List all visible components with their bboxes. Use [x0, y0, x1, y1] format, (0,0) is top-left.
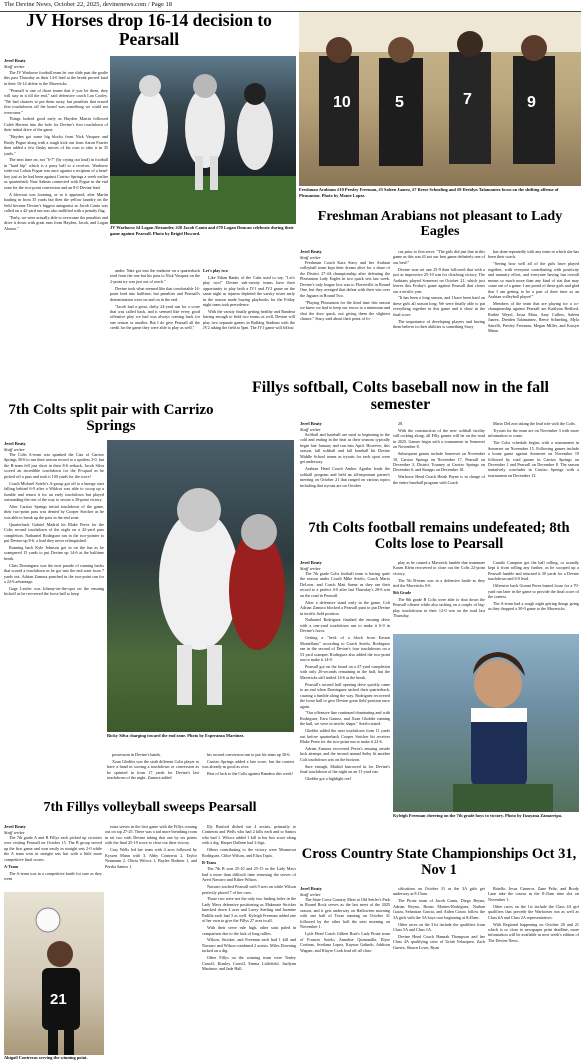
- paragraph: Devine took what seemed like that comfortable 14-point lead into halftime, but penalties and Pearsall's determination wore on and on in the end.: [110, 285, 200, 302]
- paragraph: The Pirate team of Jacob Cantu, Diego Reyna, Adrian Reyna, Bruno Montes-Rodriguez, Nathan Garza, Sebastian Garcia, and Aiden Castro follow the 3A girls with the 3A boys race beginning at 8:45am.: [393, 898, 485, 920]
- paragraph: Offensive back Gionni Perez busted loose for a 70-yard run later in the game to provide the final score of the contest.: [488, 583, 579, 600]
- colts7-headline: 7th Colts split pair with Carrizo Springs: [8, 402, 214, 435]
- paragraph: With the construction of the new softball facility still rocking along, all Filly games will be on the road in 2025. Games begin with a tournament in Somerset on November 8.: [393, 427, 485, 450]
- paragraph: Mario DeLeon taking the lead role with the Colts.: [493, 421, 576, 426]
- paragraph: extra serves in the first game with the Fillys coming out on top 27-25. There was a tad more breathing room in set two with Devine taking that one by six points with the final 25-19 score to close out their victory.: [105, 824, 197, 846]
- paragraph: Like Ethan Banks of the Cubs used to say, "Let's play two!" Devine sub-varsity teams have their opportunity to play both a JV1 and JV2 game on the same night as injuries depleted the varsity roster early in the season made buying playbooks for the Friday night team took precedence.: [203, 274, 295, 308]
- paragraph: "Early, we were actually able to overcome the penalties and drive it down with great runs from Hayden, Jacob, and Logan Alonzo.": [4, 214, 108, 231]
- fresh-col-1: [300, 260, 390, 376]
- paragraph: "Hayden got some big blocks from Nick Vasquez and Brody Pogue along with a tough kick out from Aaron Frazier then added a few flashy moves of his own to take it in 35 yards.": [4, 134, 108, 156]
- xc-col-1: [300, 897, 390, 1062]
- paragraph: Other races on the 1st include the Class 4A girl qualifiers that precede the Warhorses run as well as Class 6A and Class 2A representatives.: [488, 903, 579, 920]
- xc-col-3: [488, 886, 579, 1062]
- paragraph: Freshman Coach Kara Stacy and her Arabian volleyball team kept their dream alive for a share of the District 27-4A championship after defeating the Pleasanton Lady Eagles in two quick sets last week. Devine's only league loss was to Floresville in Round One, but they avenged that defeat with their win over the Jaguars in Round Two.: [300, 260, 390, 298]
- paragraph: Camilo Campion got the ball rolling, or actually kept it from rolling any further, as he scooped up a Pearsall fumble and returned it 30 yards for a Devine touchdown and 6-0 lead.: [488, 560, 579, 582]
- vball-col-2: [105, 824, 197, 1054]
- paragraph: Wilson, Stricker, and Freeman each had 1 kill and Navarro and Wilson combined 2 assists. Miles Downing tacked on a dig.: [202, 937, 296, 954]
- volleyball-caption: Freshman Arabians #10 Presley Freeman, #5 Saleen Juarez, #7 Reese Schneling and #9 Dreidyn Talamantez focus on the shifting offense of Pleasanton. Photo by Monte Lopez.: [299, 187, 559, 198]
- paragraph: under. Nate got into the endzone on a quarterback read from the one but his pass to Nick Vasquez on the 2-point try was just out of reach.": [110, 268, 200, 284]
- vball-caption: Abigail Contreras serving the winning point.: [4, 1055, 88, 1060]
- paragraph: "Jacob had a great, shifty 24-yard run for a score that was called back, and it seemed like every good offensive play we had was always coming back for one reason or another. But I do give Pearsall all the credit for the game they were able to play as well.": [110, 303, 200, 331]
- byline-name: Jerel Beaty: [300, 560, 322, 565]
- paragraph: With the varsity finally getting healthy and Bandera having enough to field two teams as well, Devine will play two separate games in Bulldog Stadium with the JV2 taking the field at 5pm. The JV1 game will follow.: [203, 308, 295, 331]
- paragraph: Best of luck to the Colts against Bandera this week!: [207, 771, 293, 777]
- colts7-byline: [4, 441, 74, 452]
- paragraph: play as he caused a Maverick fumble that teammate Kasen Klein recovered to close out the Colts 22-point victory.: [393, 560, 485, 576]
- paragraph: Getting a "heck of a block from Easton Montellano" according to Coach Sotelo, Rodriguez ran in the second of Devine's four touchdowns on a 53 yard scamper. Rodriguez also added the two-point run to make it 14-0.: [300, 635, 390, 663]
- paragraph: Gloddie got a highlight reel: [305, 775, 351, 781]
- paragraph: The A-team had a rough night getting things going as they dropped a 30-0 game to the Mavericks.: [488, 600, 579, 612]
- paragraph: "Our offensive line continued dominating and with Rodriguez, Ezra Gamez, and Xzan Gloddie running the ball, we were in terrific shape," Sotelo stated.: [300, 710, 390, 727]
- fillys-col-3: [488, 421, 579, 517]
- xc-col-2: [393, 886, 485, 1062]
- subhead: 8th Grade: [393, 590, 412, 596]
- paragraph: Sure enough, Madrid burrowed in for Devine's final touchdown of the night on an 11-yard run.: [300, 763, 390, 775]
- paragraph: Devine Head Coach Hannah Thompson and her Class 4A qualifying crew of Uriah Velazquez, Zach Guerra, Shawn Lowe, Ryan: [393, 933, 485, 950]
- paragraph: Other races on the 31st include the qualifiers from Class 5A and Class 1A.: [393, 921, 485, 932]
- fillys-byline: [300, 421, 370, 432]
- fresh-byline: [300, 249, 370, 260]
- paragraph: The importance of developing players and having them believe in their abilities is something Stacy: [393, 318, 485, 330]
- byline-title: Staff writer: [300, 254, 321, 260]
- fillys-col-2: [393, 421, 485, 517]
- paragraph: Adrian Zamora recovered Perez's ensuing onside kick attempt, and the second annual Sethy lit another Colt touchdown was on the horizon.: [300, 745, 390, 762]
- colts-fb-byline: [300, 560, 370, 571]
- byline-name: Jerel Beaty: [4, 58, 26, 63]
- paragraph: The Colts A-team was spanked the Cats of Carrizo Springs 30-6 to run their season record to a spotless 3-0, but the B-team fell just short in their 8-6 setback. Jacob Silva scored an incredible touchdown for the B-squad as he picked off a pass and took it 100 yards for the score!: [4, 452, 104, 479]
- paragraph: The 7th grade A and B Fillys each picked up victories over visiting Pearsall on October 15. The B group served up the first game and won easily in straight sets 2-0 while the A team won in straight sets but with a little more competitive final scores.: [4, 835, 102, 862]
- byline-title: Staff writer: [4, 63, 25, 69]
- cheer-photo: [393, 634, 579, 812]
- paragraph: "Pearsall is one of those teams that if you let them, they will stay in it till the end," said defensive coach Lon Cooley. "We had chances to put them away, but penalties that erased first touchdowns off the board was something we could not overcome.": [4, 87, 108, 115]
- paragraph: The State Cross Country Meet at Old Settler's Park in Round Rock serves as the last meet of the 2025 season, and it gets underway on Halloween morning with one half of Texas running on October 31 followed by the other half the next morning on November 1.: [300, 897, 390, 930]
- colts-fb-headline: 7th Colts football remains undefeated; 8th Colts lose to Pearsall: [308, 520, 570, 552]
- paragraph: Coach Michael Sotelo's A-group got off to a bumpy start falling behind 6-0 after a Wildcat was able to scoop up a fumble and return it for an early touchdown but played outstanding the rest of the way to secure a 30-point victory.: [4, 480, 104, 503]
- colts7-col-2: [107, 752, 199, 796]
- byline-title: Staff writer: [300, 426, 321, 432]
- svg-text:5: 5: [395, 94, 404, 111]
- vball-byline: [4, 824, 74, 835]
- paragraph: The JV Warhorse football team let one slide past the goalie this past Thursday as their 14-0 lead at the break proved fatal in their 16-14 defeat to the Mavericks.: [4, 70, 108, 86]
- paragraph: After Carrizo Springs initial touchdown of the game, their two-point pass was denied by Cooper Stricker as he was able to break up the pass in the end zone.: [4, 503, 104, 520]
- paragraph: Devine won set one 25-9 then followed that with a just as impressive 25-10 win for clinching victory. The Arabians played Somerset on October 21, which just leaves this Friday's game against Pearsall that closes out a terrific year.: [393, 266, 485, 294]
- jv-headline: JV Horses drop 16-14 decision to Pearsall: [26, 10, 272, 49]
- fresh-col-3: [488, 249, 579, 376]
- paragraph: Xzan Gloditis was the sixth different Colts player to have a hand in scoring a touchdown or conversion as he sprinted in from 17 yards for Devine's last touchdown of the night. Zamora added: [107, 758, 199, 781]
- subhead: A-Team: [4, 863, 19, 869]
- jv-col-2: [110, 268, 200, 381]
- paragraph: "It has been a long season, and I have been hard on these girls all season long. We were finally able to put everything together in this game and it show in the final score.: [393, 295, 485, 317]
- svg-text:7: 7: [463, 91, 472, 108]
- colts-fb-col-2: [393, 560, 485, 632]
- paragraph: Carrizo Springs added a late score, but the contest was already as good as over.: [202, 758, 294, 770]
- paragraph: Gage Lawler was Johnny-on-the-spot on the ensuing kickoff as he recovered the loose ball to keep: [4, 585, 104, 597]
- byline-title: Staff writer: [4, 446, 25, 452]
- byline-name: Jerel Beaty: [300, 886, 322, 891]
- paragraph: Softball and baseball are used to beginning in the cold and ending in the heat as their seasons typically begin late January and run into April. However, this season, fall softball and fall baseball hit Devine Middle School teams as tryouts for each sport were get underway.: [300, 432, 390, 465]
- paragraph: The next time on, not "6-7" (by crying out loud) in football in "hard hip" which is a pony ball to a receiver. Warhorse wide-out Colton Pogue was once against a recipient of a head-boy just as he had been against Carrizo Springs a week earlier as quarterback Nate Salinas connected with Pogue in the end zone for the two-point conversion and an 8-0 Devine lead.: [4, 157, 108, 190]
- paragraph: Pearsall got on the board on a 47-yard completion with only 26-seconds remaining in the half, but the Mavericks still trailed 14-6 at the break.: [300, 663, 390, 680]
- paragraph: Chris Dominguez was the next parade of running backs that scored a touchdown as he got into the end zone from 7 yards out. Adrian Zamora punched in the two-point run for a 22-6 advantage.: [4, 562, 104, 585]
- paragraph: Pearsall's second half opening drive quickly came to an end when Dominguez sacked their quarterback, causing a fumble along the way. Rodriguez recovered the loose ball to give Devine great field position once again.: [300, 681, 390, 709]
- byline-name: Jerel Beaty: [4, 441, 26, 446]
- colts-fb-col-1: [300, 571, 390, 846]
- paragraph: Members of the team that are playing for a co-championship against Pearsall are Kaitlynn Bedford, Ruthie Weyel, Jossa Mata, Amy Cullers, Saleen Juarez, Dreiden Talamantez, Reese Schneling, Myla Satrelli, Presley Freeman, Megan Miller, and Karsyn Mann.: [488, 300, 579, 334]
- svg-text:21: 21: [50, 991, 67, 1008]
- fillys-col-1: [300, 432, 390, 517]
- subhead: Let's play two: [203, 268, 228, 273]
- paragraph: The 7th B-team was in a defensive battle as they tied the Mavericks 0-0.: [393, 577, 485, 589]
- xc-byline: [300, 886, 370, 897]
- byline-name: Jerel Beaty: [300, 421, 322, 426]
- paragraph: Lytle Head Coach Gilbert Ruiz's Lady Pirate team of Frances Sotelo, Annalise Quintanilla, Elyse Cortinas, Svetlana Lopez, Kayson Galindo, Addison Wagner, and Klayre Cook lead off all class-: [300, 931, 390, 953]
- byline-title: Staff writer: [4, 829, 25, 835]
- paragraph: Tryouts for the team are on November 3 with more information to come.: [488, 427, 579, 439]
- paragraph: 28.: [398, 421, 404, 426]
- paragraph: With their serve rule high, other stats paled in comparison due to the lack of long rallies.: [202, 925, 296, 936]
- vball-photo: [4, 892, 104, 1055]
- paragraph: Gloddie added the next touchdown from 11 yards out before quarterback Cooper Stricker hit receiver Blake Perez for the two-point run to make it 22-6.: [300, 728, 390, 745]
- paragraph: "Seeing how well all of the girls have played together, with everyone contributing with positivity and maturity effort, and everyone having fun overall means so much more than any kind of stat that may come out of a game. I am proud of these girls and glad that I am getting to be a part of their time as an Arabian volleyball player!": [488, 261, 579, 300]
- paragraph: has done repeatedly with any team in which she has been their coach.: [488, 249, 579, 260]
- paragraph: After a defensive stand early in the game, Colt Adrian Zamora blocked a Pearsall punt to put Devine in terrific field position.: [300, 599, 390, 616]
- paragraph: sifications on October 31 as the 3A girls get underway at 8:15am.: [393, 886, 485, 897]
- colts-fb-col-3: [488, 560, 579, 632]
- paragraph: The 8th grade B Colts were able to shut down the Pearsall offense while also tacking on a couple of big-play touchdowns in their 12-0 win on the road last Thursday.: [393, 596, 485, 619]
- paragraph: The Colts schedule begins with a tournament in Somerset on November 15. Following games include a home game against Somerset on November 19 followed by road games in Carrizo Springs on December 1 and Pearsall on December 8. The season tentatively concludes in Carrizo Springs with a tournament on December 13.: [488, 440, 579, 478]
- byline-name: Jerel Beaty: [300, 249, 322, 254]
- vball-headline: 7th Fillys volleyball sweeps Pearsall: [43, 800, 257, 815]
- fillys-headline: Fillys softball, Colts baseball now in the fall semester: [252, 379, 549, 414]
- svg-text:9: 9: [527, 94, 536, 111]
- cheer-caption: Kyleigh Freeman cheering on the 7th grade boys to victory. Photo by Itzayana Zamarripa.: [393, 813, 563, 818]
- subhead: B-Team: [202, 859, 216, 865]
- paragraph: A blowout was looming, or so it appeared, after Martin hauling in from 35 yards but then the yellow laundry on the field became Devine's biggest antagonist as Jacob Cantu was called on a 42-yard run was also nullified with a penalty flag.: [4, 191, 108, 214]
- fresh-headline: Freshman Arabians not pleasant to Lady Eagles: [317, 209, 563, 240]
- byline-name: Jerel Beaty: [4, 824, 26, 829]
- paragraph: Botello, Jesus Cisneros, Zane Peltz, and Brody Lane take the course in the 8:15am time slot on November 1.: [488, 886, 579, 902]
- paragraph: Navarro torched Pearsall with 9 aces on while Wilson perfectly placed 7 of her own.: [202, 884, 296, 895]
- vball-col-3: [202, 824, 296, 1062]
- colts7-photo: [107, 440, 294, 732]
- paragraph: Other Fillys on the winning team were Tenley Carroll, Kinsley Carroll, Emma Littlefield, Jazilynn Martinez, and Jade Hall.: [202, 955, 296, 971]
- paragraph: Cary Wells led her team with 4 aces followed by Kyssen Mann with 3, Abby Contreras 2, Taylor Neumann 2, Olivia Wilcox 1, Baylee Bodiner 1, and Persha Santos 1.: [105, 847, 197, 869]
- paragraph: Arabian Head Coach Amber Aguilar leads the softball program and held an all-important parent's meeting on October 21 that ranged on various topics including that tryouts are on October: [300, 466, 390, 488]
- paragraph: Running back Kyle Johnson got in on the fun as he scampered 15 yards to put Devine up 14-6 at the halftime break.: [4, 544, 104, 561]
- paragraph: Things looked good early as Hayden Martin followed Caleb Herrera into the hole for Devine's first touchdown of their initial drive of the game.: [4, 116, 108, 133]
- paragraph: With Regional happening on October 20 and 21 which is so close to newspaper print deadline, more information will be available in next week's edition of The Devine News.: [488, 921, 579, 943]
- fresh-col-2: [393, 249, 485, 376]
- paragraph: Nathaniel Rodriguez finished the ensuing drive with a one-yard touchdown run to make it 6-0 in Devine's favor.: [300, 617, 390, 634]
- svg-text:10: 10: [333, 94, 351, 111]
- paragraph: possession in Devine's hands.: [112, 752, 162, 757]
- paragraph: Illy Burford dished out 4 assists, primarily to Contreras and Wells who had 2 kills each and to Santos who had 1. Wilcox added 1 kill to her box score along with a dig. Harper Dullene had 2 digs.: [202, 824, 296, 846]
- vball-col-1: [4, 835, 102, 891]
- jv-photo: [110, 56, 296, 224]
- paragraph: "Playing Pleasanton for the third time this season we knew we had to keep our errors to a minimum and shut the door quick, not giving them the slightest chance," Stacy said about their point of fo-: [300, 299, 390, 322]
- volleyball-photo: [299, 12, 581, 186]
- paragraph: Subsequent games include Somerset on November 10, Carrizo Springs on November 17, Pearsall on December 3, District Tourney at Carrizo Springs on December 6, and Knapps on December 10.: [393, 451, 485, 473]
- page-header: The Devine News, October 22, 2025, devinenews.com / Page 18: [4, 1, 173, 8]
- jv-col-3: [203, 268, 295, 381]
- paragraph: The 7th B won 25-10 and 25-15 as the Lady Mavs had a more than difficult time returning the serves of Averi Navarro and Kthee Wilson.: [202, 866, 296, 883]
- paragraph: his second conversion run to put his team up 30-6.: [207, 752, 291, 757]
- paragraph: Others contributing to the victory were Monserrat Rodriguez, Chloe Wilson, and Eliza Tapia.: [202, 847, 296, 858]
- jv-caption: JV Warhorse #4 Logan Alexander, #20 Jacob Cantu and #70 Logan Duncan celebrate during their game against Pearsall. Photo by Brigid Howard.: [110, 225, 294, 236]
- paragraph: cus prior to first serve. "The girls did just that in this game as this was ill not our best game definitely one of our best!": [393, 249, 485, 265]
- paragraph: Those two were not the only two finding holes in the Lady Mavs defensive positioning as Makenzie Stricker knocked down 4 aces and Lacey Sterling and Jazmine Padilla each had 3 as well. Kyleigh Freeman added one of her own to give the Fillys 27 aces in all.: [202, 896, 296, 924]
- paragraph: Warhorse Head Coach Heath Payne is in charge of the entire baseball program with Coach: [393, 474, 485, 485]
- xc-headline: Cross Country State Championships Oct 31, Nov 1: [301, 846, 577, 878]
- paragraph: Quarterback Gabriel Madrid hit Blake Perez for the Colts second touchdown of the night on a 42-yard pass completion. Nathaniel Rodriguez ran in the two-pointer to put Devine up 8-6, a lead they never relinquished.: [4, 521, 104, 544]
- jv-byline: [4, 58, 74, 69]
- colts7-col-1: [4, 452, 104, 794]
- paragraph: The A-team was in a competitive battle for sure as they went: [4, 870, 102, 881]
- colts7-col-3: [202, 752, 294, 796]
- paragraph: The 7th grade Colts football team is having quite the season under Coach Mike Sotelo, Coach Mario DeLeon, and Coach Matt Saenz as they ran their record to a perfect 4-0 after last Thursday's 28-6 win on the road in Pearsall.: [300, 571, 390, 598]
- jv-col-1: [4, 70, 108, 379]
- byline-title: Staff writer: [300, 891, 321, 897]
- byline-title: Staff writer: [300, 565, 321, 571]
- colts7-caption: Ricky Silva charging toward the end zone. Photo by Esperanza Martinez.: [107, 733, 245, 738]
